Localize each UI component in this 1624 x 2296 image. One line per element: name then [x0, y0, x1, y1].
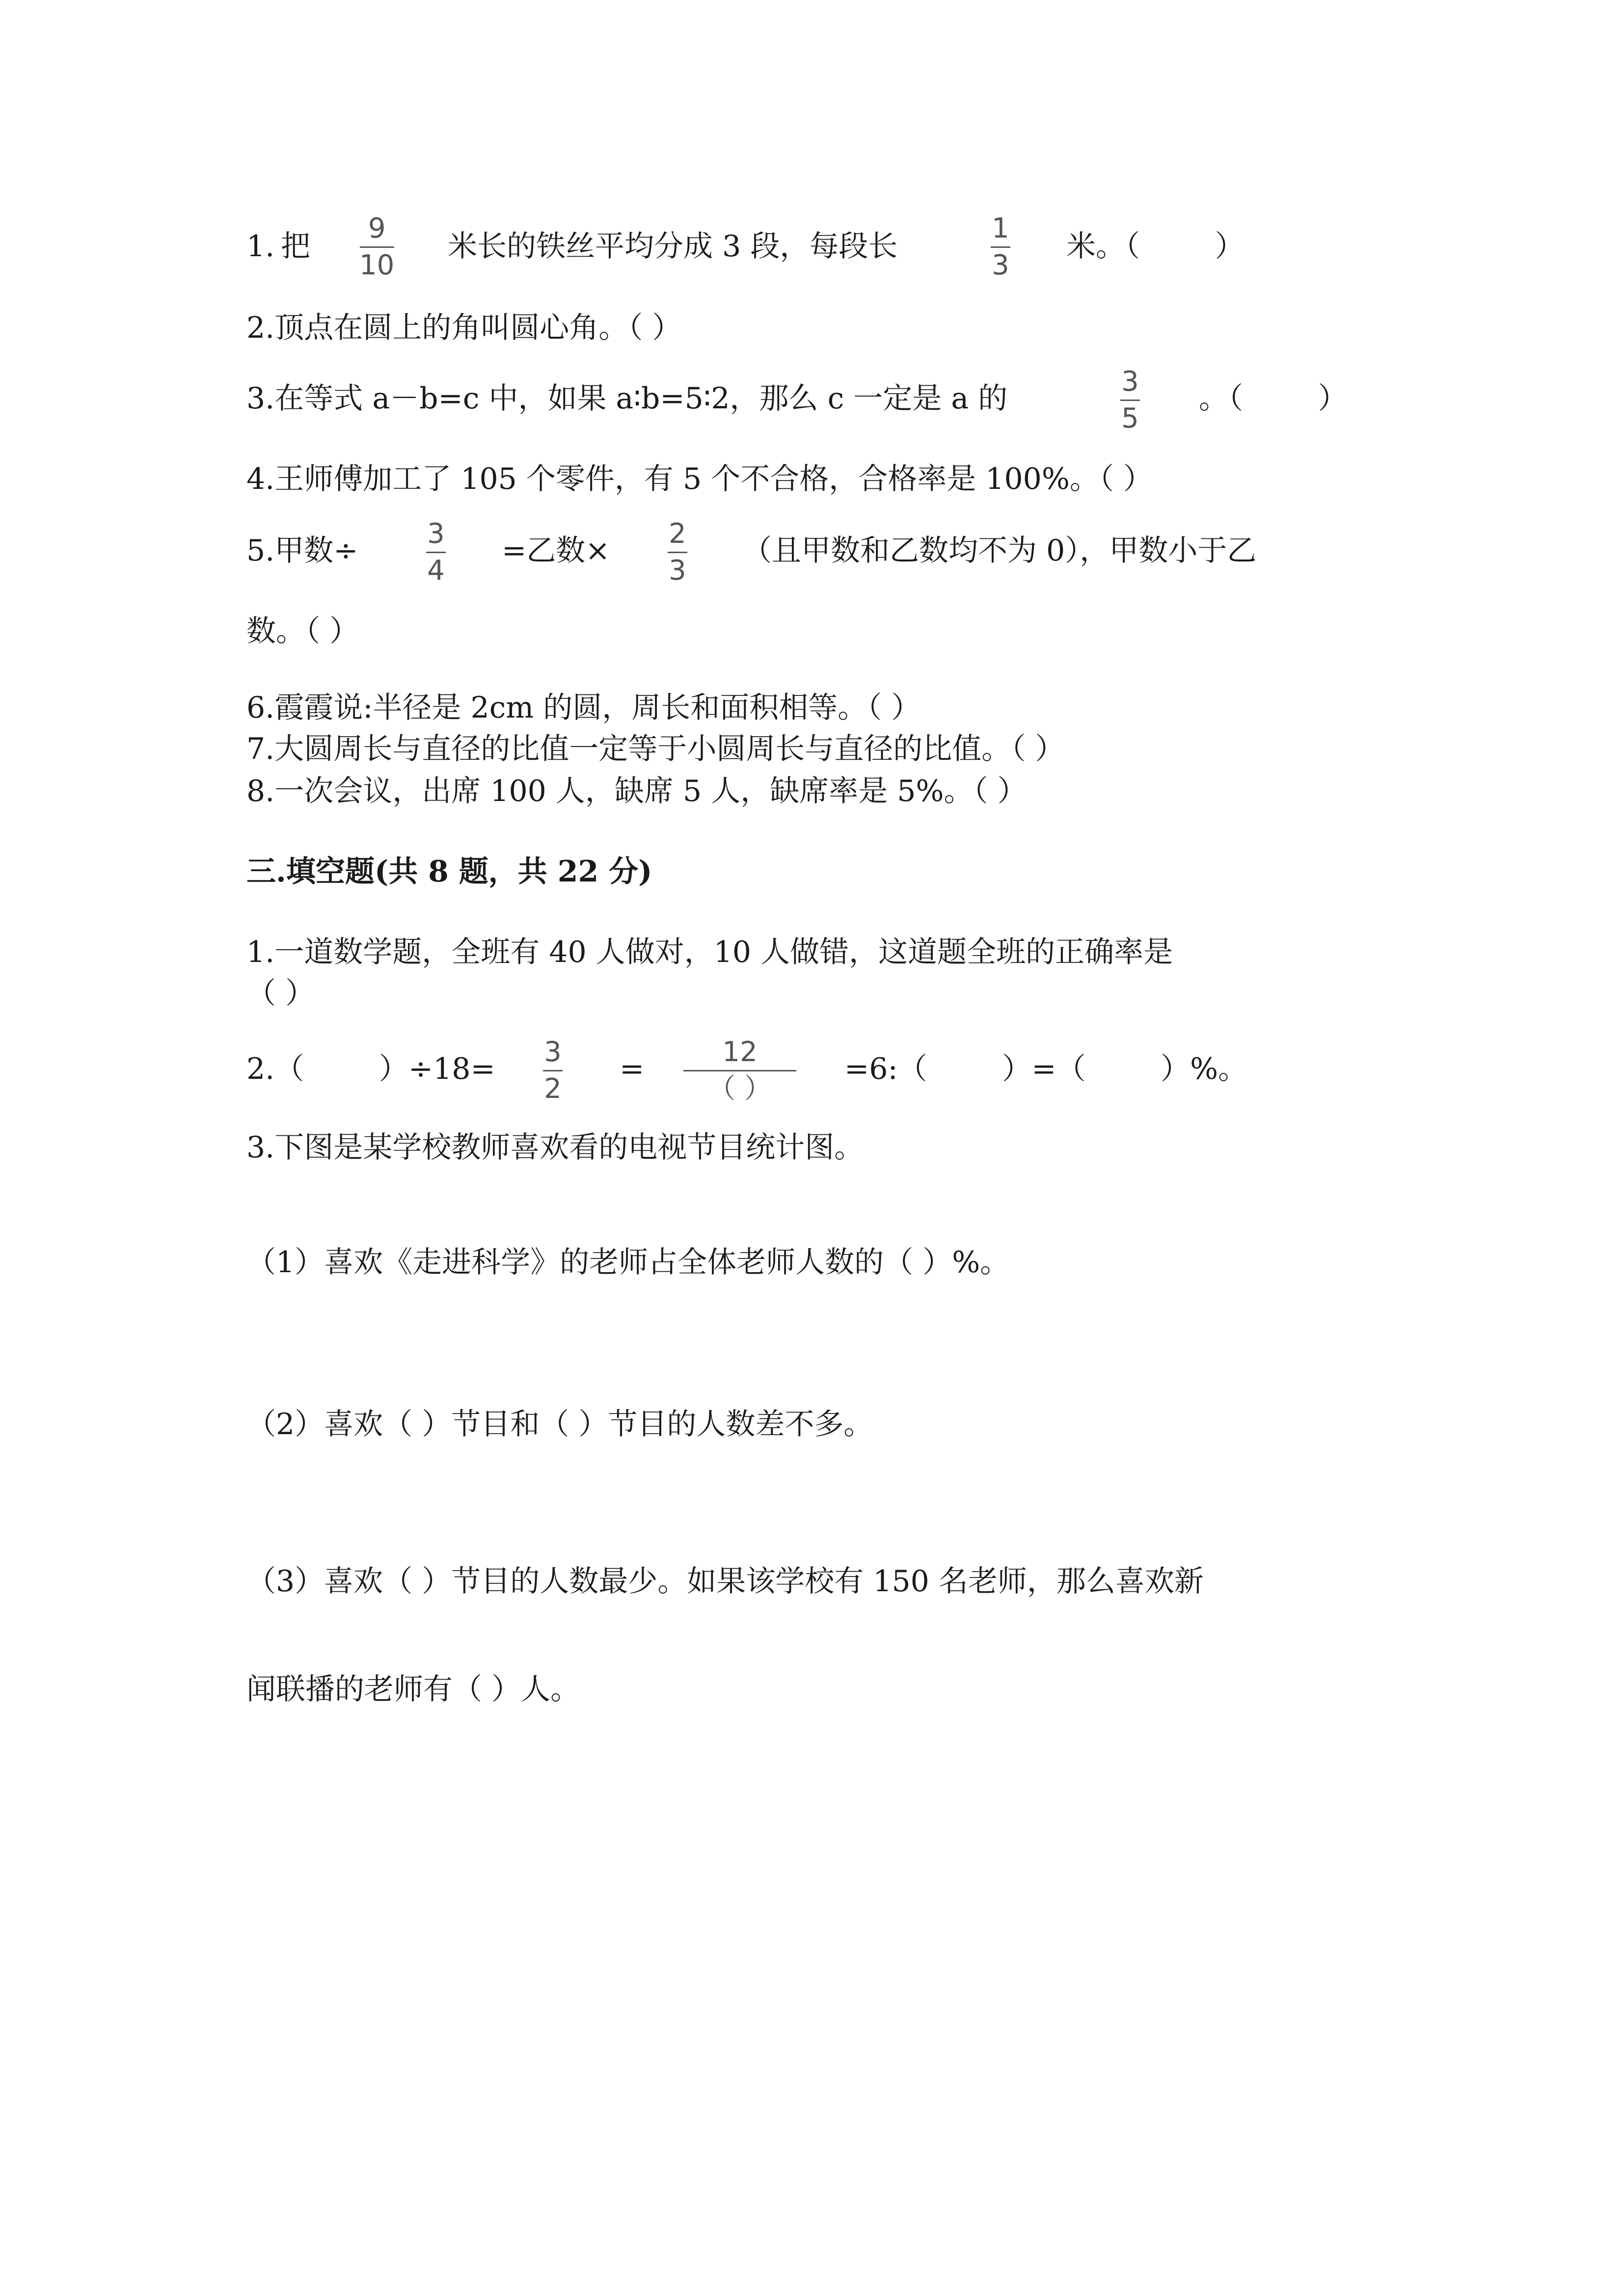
q5-text-b: =乙数× — [502, 534, 610, 568]
q3-fraction — [1120, 366, 1140, 434]
section-3-heading: 三.填空题(共 8 题，共 22 分) — [246, 854, 652, 889]
fill-question-1: 1.一道数学题，全班有 40 人做对，10 人做错，这道题全班的正确率是 — [246, 935, 1173, 969]
question-2: 2.顶点在圆上的角叫圆心角。（ ） — [246, 311, 682, 345]
fq2-text-a: 2.（ ）÷18= — [246, 1052, 495, 1086]
q1-text-c: 米。（ ） — [1066, 229, 1245, 264]
fill-question-3-part-3-continued: 闻联播的老师有（ ）人。 — [246, 1672, 580, 1707]
fq2-fraction-1-denominator: 2 — [544, 1073, 562, 1105]
q3-fraction-denominator: 5 — [1121, 402, 1139, 434]
fq2-fraction-1-numerator: 3 — [544, 1036, 562, 1068]
q1-fraction-1-denominator: 10 — [359, 249, 395, 281]
fill-question-3-part-3: （3）喜欢（ ）节目的人数最少。如果该学校有 150 名老师，那么喜欢新 — [246, 1564, 1204, 1599]
q3-text-b: 。（ ） — [1199, 381, 1348, 416]
q3-text-a: 3.在等式 a－b=c 中，如果 a∶b=5∶2，那么 c 一定是 a 的 — [246, 381, 1008, 416]
fill-question-3-part-2: （2）喜欢（ ）节目和（ ）节目的人数差不多。 — [246, 1407, 873, 1442]
q1-fraction-2 — [991, 213, 1010, 281]
question-8: 8.一次会议，出席 100 人，缺席 5 人，缺席率是 5%。（ ） — [246, 774, 1027, 808]
question-7: 7.大圆周长与直径的比值一定等于小圆周长与直径的比值。（ ） — [246, 732, 1065, 766]
q3-fraction-numerator: 3 — [1121, 366, 1139, 398]
q1-text-a: 把 — [281, 229, 310, 264]
fq2-equals: = — [620, 1052, 645, 1086]
fraction-bar — [543, 1070, 563, 1071]
q1-text-b: 米长的铁丝平均分成 3 段，每段长 — [448, 229, 898, 264]
q5-fraction-1-denominator: 4 — [427, 555, 445, 587]
fraction-bar — [426, 552, 446, 553]
q1-fraction-1-numerator: 9 — [368, 213, 386, 244]
fq2-text-b: =6:（ ）=（ ）%。 — [844, 1052, 1248, 1086]
q1-fraction-2-numerator: 1 — [992, 213, 1009, 244]
q1-fraction-1 — [359, 213, 394, 281]
q5-fraction-2-denominator: 3 — [669, 555, 686, 587]
q1-fraction-2-denominator: 3 — [992, 249, 1009, 281]
fill-question-3: 3.下图是某学校教师喜欢看的电视节目统计图。 — [246, 1130, 864, 1165]
fraction-bar — [1120, 400, 1140, 401]
fq2-fraction-2 — [683, 1037, 796, 1105]
fraction-bar — [360, 246, 394, 248]
q5-fraction-2-numerator: 2 — [669, 518, 686, 550]
question-5-continued: 数。（ ） — [246, 614, 359, 648]
q5-fraction-1 — [426, 518, 446, 587]
question-6: 6.霞霞说:半径是 2cm 的圆，周长和面积相等。（ ） — [246, 691, 921, 725]
question-4: 4.王师傅加工了 105 个零件，有 5 个不合格，合格率是 100%。（ ） — [246, 462, 1153, 496]
fill-question-3-part-1: （1）喜欢《走进科学》的老师占全体老师人数的（ ）%。 — [246, 1245, 1010, 1280]
fq2-fraction-1 — [543, 1037, 563, 1105]
q5-fraction-1-numerator: 3 — [427, 518, 445, 550]
fraction-bar — [668, 552, 687, 553]
fraction-bar — [991, 246, 1010, 248]
q1-number: 1. — [246, 229, 275, 264]
q5-fraction-2 — [668, 518, 687, 587]
fraction-bar — [683, 1070, 796, 1071]
fill-question-1-blank: （ ） — [246, 976, 315, 1011]
q5-text-c: （且甲数和乙数均不为 0），甲数小于乙 — [742, 534, 1257, 568]
fq2-fraction-2-denominator: （ ） — [708, 1073, 772, 1105]
fq2-fraction-2-numerator: 12 — [722, 1036, 758, 1068]
q5-text-a: 5.甲数÷ — [246, 534, 358, 568]
